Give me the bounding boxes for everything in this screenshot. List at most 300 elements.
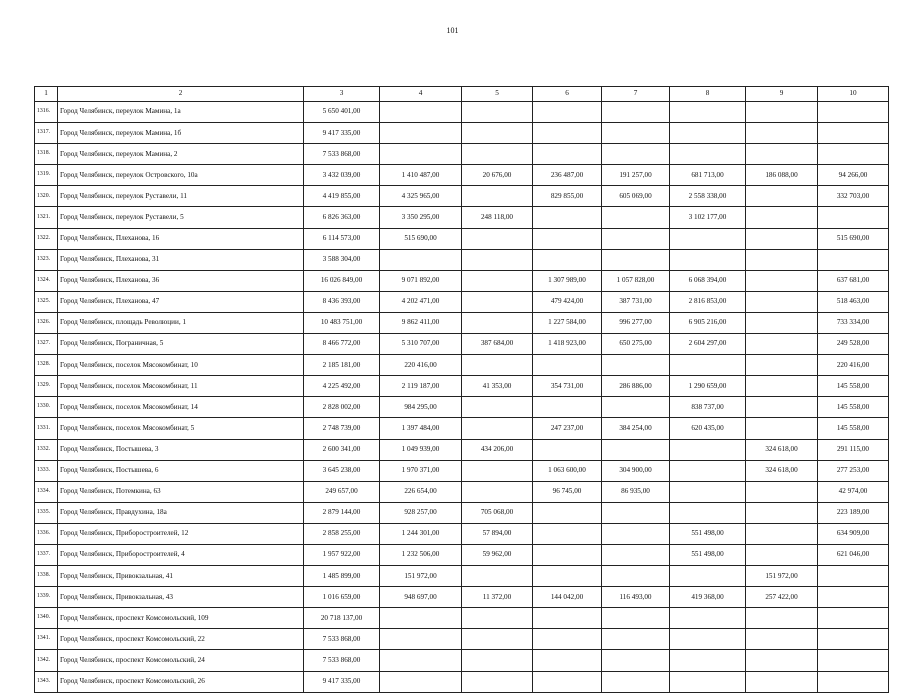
col-7-value-cell — [602, 249, 670, 270]
col-8-value-cell: 3 102 177,00 — [670, 207, 746, 228]
col-10-value-cell: 637 681,00 — [818, 270, 889, 291]
column-header: 5 — [462, 87, 533, 102]
col-7-value-cell — [602, 355, 670, 376]
address-cell: Город Челябинск, переулок Мамина, 1а — [58, 102, 304, 123]
col-6-value-cell: 354 731,00 — [533, 376, 602, 397]
total-cost-cell: 7 533 868,00 — [304, 629, 380, 650]
total-cost-cell: 10 483 751,00 — [304, 312, 380, 333]
col-7-value-cell — [602, 566, 670, 587]
row-number-cell: 1322. — [35, 228, 58, 249]
total-cost-cell: 2 828 002,00 — [304, 397, 380, 418]
col-8-value-cell: 2 816 853,00 — [670, 291, 746, 312]
total-cost-cell: 8 436 393,00 — [304, 291, 380, 312]
col-7-value-cell: 650 275,00 — [602, 334, 670, 355]
total-cost-cell: 2 879 144,00 — [304, 502, 380, 523]
row-number-cell: 1329. — [35, 376, 58, 397]
col-6-value-cell: 247 237,00 — [533, 418, 602, 439]
col-8-value-cell — [670, 481, 746, 502]
address-cell: Город Челябинск, переулок Мамина, 2 — [58, 144, 304, 165]
col-9-value-cell — [746, 207, 818, 228]
col-7-value-cell: 304 900,00 — [602, 460, 670, 481]
col-8-value-cell — [670, 650, 746, 671]
col-5-value-cell: 59 962,00 — [462, 544, 533, 565]
col-9-value-cell — [746, 291, 818, 312]
col-7-value-cell — [602, 102, 670, 123]
total-cost-cell: 3 645 238,00 — [304, 460, 380, 481]
row-number-cell: 1332. — [35, 439, 58, 460]
column-header: 9 — [746, 87, 818, 102]
total-cost-cell: 2 185 181,00 — [304, 355, 380, 376]
row-number-cell: 1318. — [35, 144, 58, 165]
col-7-value-cell — [602, 629, 670, 650]
col-6-value-cell — [533, 355, 602, 376]
column-header: 6 — [533, 87, 602, 102]
col-4-value-cell: 515 690,00 — [380, 228, 462, 249]
table-row — [35, 502, 889, 523]
row-number-cell: 1317. — [35, 123, 58, 144]
table-row — [35, 291, 889, 312]
col-6-value-cell — [533, 608, 602, 629]
col-7-value-cell: 605 069,00 — [602, 186, 670, 207]
table-row — [35, 376, 889, 397]
table-row — [35, 123, 889, 144]
table-row — [35, 186, 889, 207]
col-5-value-cell: 705 068,00 — [462, 502, 533, 523]
col-10-value-cell — [818, 671, 889, 692]
col-8-value-cell: 419 368,00 — [670, 587, 746, 608]
table-row — [35, 270, 889, 291]
col-7-value-cell — [602, 671, 670, 692]
col-8-value-cell — [670, 566, 746, 587]
col-9-value-cell — [746, 418, 818, 439]
address-cell: Город Челябинск, проспект Комсомольский, 22 — [58, 629, 304, 650]
col-6-value-cell — [533, 102, 602, 123]
data-table — [34, 86, 889, 693]
row-number-cell: 1323. — [35, 249, 58, 270]
col-4-value-cell: 9 071 892,00 — [380, 270, 462, 291]
col-9-value-cell: 324 618,00 — [746, 460, 818, 481]
address-cell: Город Челябинск, Потемкина, 63 — [58, 481, 304, 502]
col-9-value-cell — [746, 312, 818, 333]
col-10-value-cell: 94 266,00 — [818, 165, 889, 186]
col-7-value-cell: 191 257,00 — [602, 165, 670, 186]
col-5-value-cell — [462, 144, 533, 165]
col-10-value-cell — [818, 566, 889, 587]
col-8-value-cell — [670, 502, 746, 523]
table-row — [35, 608, 889, 629]
address-cell: Город Челябинск, переулок Руставели, 11 — [58, 186, 304, 207]
col-6-value-cell — [533, 544, 602, 565]
table-row — [35, 671, 889, 692]
col-9-value-cell — [746, 102, 818, 123]
col-8-value-cell: 2 558 338,00 — [670, 186, 746, 207]
col-10-value-cell: 145 558,00 — [818, 418, 889, 439]
col-9-value-cell — [746, 502, 818, 523]
col-4-value-cell — [380, 249, 462, 270]
address-cell: Город Челябинск, переулок Островского, 10а — [58, 165, 304, 186]
total-cost-cell: 9 417 335,00 — [304, 671, 380, 692]
col-7-value-cell — [602, 608, 670, 629]
col-10-value-cell: 515 690,00 — [818, 228, 889, 249]
col-10-value-cell: 332 703,00 — [818, 186, 889, 207]
col-4-value-cell: 948 697,00 — [380, 587, 462, 608]
col-8-value-cell — [670, 608, 746, 629]
table-row — [35, 418, 889, 439]
col-8-value-cell: 2 604 297,00 — [670, 334, 746, 355]
col-4-value-cell: 4 202 471,00 — [380, 291, 462, 312]
col-10-value-cell — [818, 608, 889, 629]
col-4-value-cell: 1 244 301,00 — [380, 523, 462, 544]
row-number-cell: 1320. — [35, 186, 58, 207]
total-cost-cell: 4 225 492,00 — [304, 376, 380, 397]
col-8-value-cell — [670, 355, 746, 376]
col-5-value-cell — [462, 312, 533, 333]
row-number-cell: 1325. — [35, 291, 58, 312]
col-7-value-cell: 384 254,00 — [602, 418, 670, 439]
col-10-value-cell — [818, 650, 889, 671]
col-6-value-cell: 96 745,00 — [533, 481, 602, 502]
col-10-value-cell: 220 416,00 — [818, 355, 889, 376]
col-9-value-cell — [746, 228, 818, 249]
column-header: 7 — [602, 87, 670, 102]
col-10-value-cell — [818, 587, 889, 608]
address-cell: Город Челябинск, Привокзальная, 41 — [58, 566, 304, 587]
col-7-value-cell — [602, 144, 670, 165]
address-cell: Город Челябинск, Постышева, 6 — [58, 460, 304, 481]
col-10-value-cell: 42 974,00 — [818, 481, 889, 502]
table-row — [35, 481, 889, 502]
address-cell: Город Челябинск, переулок Руставели, 5 — [58, 207, 304, 228]
col-6-value-cell — [533, 523, 602, 544]
col-5-value-cell — [462, 228, 533, 249]
row-number-cell: 1334. — [35, 481, 58, 502]
col-8-value-cell: 838 737,00 — [670, 397, 746, 418]
total-cost-cell: 20 718 137,00 — [304, 608, 380, 629]
col-8-value-cell — [670, 460, 746, 481]
col-7-value-cell — [602, 502, 670, 523]
table-row — [35, 523, 889, 544]
col-5-value-cell — [462, 102, 533, 123]
col-5-value-cell — [462, 355, 533, 376]
col-10-value-cell — [818, 629, 889, 650]
table-row — [35, 102, 889, 123]
col-4-value-cell — [380, 671, 462, 692]
col-4-value-cell: 1 970 371,00 — [380, 460, 462, 481]
address-cell: Город Челябинск, Плеханова, 31 — [58, 249, 304, 270]
row-number-cell: 1319. — [35, 165, 58, 186]
col-9-value-cell — [746, 186, 818, 207]
column-header: 4 — [380, 87, 462, 102]
col-9-value-cell — [746, 650, 818, 671]
col-7-value-cell: 286 886,00 — [602, 376, 670, 397]
address-cell: Город Челябинск, переулок Мамина, 1б — [58, 123, 304, 144]
col-9-value-cell — [746, 629, 818, 650]
col-6-value-cell: 1 307 989,00 — [533, 270, 602, 291]
row-number-cell: 1331. — [35, 418, 58, 439]
col-8-value-cell: 551 498,00 — [670, 523, 746, 544]
address-cell: Город Челябинск, Плеханова, 16 — [58, 228, 304, 249]
col-10-value-cell: 634 909,00 — [818, 523, 889, 544]
column-header: 8 — [670, 87, 746, 102]
row-number-cell: 1340. — [35, 608, 58, 629]
total-cost-cell: 249 657,00 — [304, 481, 380, 502]
col-8-value-cell — [670, 671, 746, 692]
col-4-value-cell: 4 325 965,00 — [380, 186, 462, 207]
col-4-value-cell: 928 257,00 — [380, 502, 462, 523]
total-cost-cell: 7 533 868,00 — [304, 650, 380, 671]
col-7-value-cell: 116 493,00 — [602, 587, 670, 608]
address-cell: Город Челябинск, Постышева, 3 — [58, 439, 304, 460]
table-row — [35, 460, 889, 481]
total-cost-cell: 5 650 401,00 — [304, 102, 380, 123]
total-cost-cell: 7 533 868,00 — [304, 144, 380, 165]
table-row — [35, 312, 889, 333]
row-number-cell: 1333. — [35, 460, 58, 481]
col-10-value-cell — [818, 102, 889, 123]
address-cell: Город Челябинск, площадь Революции, 1 — [58, 312, 304, 333]
col-5-value-cell: 20 676,00 — [462, 165, 533, 186]
col-10-value-cell: 145 558,00 — [818, 376, 889, 397]
col-6-value-cell: 1 227 584,00 — [533, 312, 602, 333]
row-number-cell: 1338. — [35, 566, 58, 587]
col-6-value-cell: 829 855,00 — [533, 186, 602, 207]
col-4-value-cell — [380, 629, 462, 650]
col-6-value-cell: 236 487,00 — [533, 165, 602, 186]
col-6-value-cell — [533, 249, 602, 270]
col-4-value-cell — [380, 123, 462, 144]
column-header: 2 — [58, 87, 304, 102]
col-6-value-cell — [533, 123, 602, 144]
row-number-cell: 1341. — [35, 629, 58, 650]
total-cost-cell: 8 466 772,00 — [304, 334, 380, 355]
address-cell: Город Челябинск, Приборостроителей, 4 — [58, 544, 304, 565]
total-cost-cell: 1 016 659,00 — [304, 587, 380, 608]
col-6-value-cell — [533, 144, 602, 165]
total-cost-cell: 1 957 922,00 — [304, 544, 380, 565]
address-cell: Город Челябинск, Пограничная, 5 — [58, 334, 304, 355]
table-row — [35, 544, 889, 565]
col-10-value-cell: 518 463,00 — [818, 291, 889, 312]
col-6-value-cell: 1 063 600,00 — [533, 460, 602, 481]
col-4-value-cell: 1 410 487,00 — [380, 165, 462, 186]
col-8-value-cell: 681 713,00 — [670, 165, 746, 186]
col-6-value-cell — [533, 671, 602, 692]
total-cost-cell: 1 485 899,00 — [304, 566, 380, 587]
col-4-value-cell: 2 119 187,00 — [380, 376, 462, 397]
column-header: 10 — [818, 87, 889, 102]
table-row — [35, 650, 889, 671]
col-9-value-cell — [746, 481, 818, 502]
col-4-value-cell: 226 654,00 — [380, 481, 462, 502]
col-6-value-cell — [533, 397, 602, 418]
total-cost-cell: 6 826 363,00 — [304, 207, 380, 228]
col-8-value-cell — [670, 629, 746, 650]
address-cell: Город Челябинск, поселок Мясокомбинат, 10 — [58, 355, 304, 376]
col-9-value-cell — [746, 671, 818, 692]
col-7-value-cell: 996 277,00 — [602, 312, 670, 333]
col-9-value-cell — [746, 123, 818, 144]
col-5-value-cell: 41 353,00 — [462, 376, 533, 397]
row-number-cell: 1330. — [35, 397, 58, 418]
col-4-value-cell — [380, 608, 462, 629]
col-10-value-cell: 249 528,00 — [818, 334, 889, 355]
col-5-value-cell: 387 684,00 — [462, 334, 533, 355]
col-6-value-cell — [533, 650, 602, 671]
address-cell: Город Челябинск, проспект Комсомольский, 109 — [58, 608, 304, 629]
col-6-value-cell — [533, 439, 602, 460]
col-4-value-cell — [380, 650, 462, 671]
col-8-value-cell — [670, 249, 746, 270]
address-cell: Город Челябинск, Привокзальная, 43 — [58, 587, 304, 608]
row-number-cell: 1327. — [35, 334, 58, 355]
address-cell: Город Челябинск, поселок Мясокомбинат, 14 — [58, 397, 304, 418]
col-5-value-cell — [462, 249, 533, 270]
col-5-value-cell — [462, 291, 533, 312]
total-cost-cell: 3 432 039,00 — [304, 165, 380, 186]
col-6-value-cell — [533, 207, 602, 228]
col-7-value-cell: 1 057 828,00 — [602, 270, 670, 291]
col-7-value-cell — [602, 523, 670, 544]
col-6-value-cell: 144 042,00 — [533, 587, 602, 608]
row-number-cell: 1316. — [35, 102, 58, 123]
col-9-value-cell — [746, 355, 818, 376]
row-number-cell: 1337. — [35, 544, 58, 565]
col-4-value-cell: 5 310 707,00 — [380, 334, 462, 355]
col-10-value-cell — [818, 207, 889, 228]
col-5-value-cell — [462, 460, 533, 481]
table-row — [35, 249, 889, 270]
col-9-value-cell: 186 088,00 — [746, 165, 818, 186]
col-9-value-cell — [746, 249, 818, 270]
table-row — [35, 587, 889, 608]
col-5-value-cell — [462, 397, 533, 418]
col-7-value-cell — [602, 650, 670, 671]
col-10-value-cell — [818, 144, 889, 165]
col-8-value-cell: 6 068 394,00 — [670, 270, 746, 291]
address-cell: Город Челябинск, поселок Мясокомбинат, 11 — [58, 376, 304, 397]
col-7-value-cell — [602, 397, 670, 418]
col-8-value-cell — [670, 102, 746, 123]
col-9-value-cell — [746, 523, 818, 544]
table-row — [35, 355, 889, 376]
table-row — [35, 629, 889, 650]
col-5-value-cell — [462, 418, 533, 439]
col-5-value-cell: 434 206,00 — [462, 439, 533, 460]
total-cost-cell: 2 748 739,00 — [304, 418, 380, 439]
row-number-cell: 1328. — [35, 355, 58, 376]
col-4-value-cell: 9 862 411,00 — [380, 312, 462, 333]
col-7-value-cell — [602, 207, 670, 228]
col-6-value-cell — [533, 629, 602, 650]
col-10-value-cell — [818, 123, 889, 144]
page-number: 101 — [446, 26, 459, 35]
col-5-value-cell — [462, 186, 533, 207]
total-cost-cell: 16 026 849,00 — [304, 270, 380, 291]
col-7-value-cell: 86 935,00 — [602, 481, 670, 502]
col-5-value-cell — [462, 650, 533, 671]
row-number-cell: 1321. — [35, 207, 58, 228]
row-number-cell: 1342. — [35, 650, 58, 671]
col-8-value-cell — [670, 228, 746, 249]
col-4-value-cell: 1 397 484,00 — [380, 418, 462, 439]
col-10-value-cell: 621 046,00 — [818, 544, 889, 565]
col-5-value-cell — [462, 270, 533, 291]
col-10-value-cell — [818, 249, 889, 270]
col-9-value-cell — [746, 376, 818, 397]
table-row — [35, 566, 889, 587]
total-cost-cell: 4 419 855,00 — [304, 186, 380, 207]
col-10-value-cell: 733 334,00 — [818, 312, 889, 333]
col-10-value-cell: 223 189,00 — [818, 502, 889, 523]
total-cost-cell: 2 858 255,00 — [304, 523, 380, 544]
col-4-value-cell: 984 295,00 — [380, 397, 462, 418]
total-cost-cell: 2 600 341,00 — [304, 439, 380, 460]
col-7-value-cell — [602, 123, 670, 144]
col-9-value-cell: 324 618,00 — [746, 439, 818, 460]
row-number-cell: 1343. — [35, 671, 58, 692]
col-9-value-cell — [746, 544, 818, 565]
table-row — [35, 228, 889, 249]
col-8-value-cell: 6 905 216,00 — [670, 312, 746, 333]
address-cell: Город Челябинск, проспект Комсомольский, 26 — [58, 671, 304, 692]
total-cost-cell: 6 114 573,00 — [304, 228, 380, 249]
col-4-value-cell: 220 416,00 — [380, 355, 462, 376]
col-9-value-cell — [746, 144, 818, 165]
address-cell: Город Челябинск, Плеханова, 36 — [58, 270, 304, 291]
col-6-value-cell: 1 418 923,00 — [533, 334, 602, 355]
total-cost-cell: 3 588 304,00 — [304, 249, 380, 270]
table-row — [35, 439, 889, 460]
col-5-value-cell: 11 372,00 — [462, 587, 533, 608]
col-9-value-cell — [746, 334, 818, 355]
col-5-value-cell — [462, 608, 533, 629]
col-5-value-cell — [462, 123, 533, 144]
table-row — [35, 397, 889, 418]
row-number-cell: 1324. — [35, 270, 58, 291]
col-7-value-cell: 387 731,00 — [602, 291, 670, 312]
table-row — [35, 334, 889, 355]
row-number-cell: 1326. — [35, 312, 58, 333]
col-5-value-cell — [462, 566, 533, 587]
col-8-value-cell — [670, 144, 746, 165]
row-number-cell: 1339. — [35, 587, 58, 608]
table-row — [35, 165, 889, 186]
col-6-value-cell — [533, 566, 602, 587]
col-7-value-cell — [602, 439, 670, 460]
col-5-value-cell: 57 894,00 — [462, 523, 533, 544]
address-cell: Город Челябинск, поселок Мясокомбинат, 5 — [58, 418, 304, 439]
col-7-value-cell — [602, 544, 670, 565]
table-row — [35, 144, 889, 165]
address-cell: Город Челябинск, Приборостроителей, 12 — [58, 523, 304, 544]
col-5-value-cell — [462, 629, 533, 650]
col-8-value-cell: 551 498,00 — [670, 544, 746, 565]
address-cell: Город Челябинск, проспект Комсомольский, 24 — [58, 650, 304, 671]
address-cell: Город Челябинск, Правдухина, 18а — [58, 502, 304, 523]
col-9-value-cell: 257 422,00 — [746, 587, 818, 608]
col-6-value-cell: 479 424,00 — [533, 291, 602, 312]
col-7-value-cell — [602, 228, 670, 249]
col-10-value-cell: 145 558,00 — [818, 397, 889, 418]
col-9-value-cell — [746, 270, 818, 291]
col-5-value-cell — [462, 671, 533, 692]
col-4-value-cell — [380, 144, 462, 165]
col-9-value-cell — [746, 608, 818, 629]
col-6-value-cell — [533, 228, 602, 249]
col-8-value-cell: 620 435,00 — [670, 418, 746, 439]
total-cost-cell: 9 417 335,00 — [304, 123, 380, 144]
col-10-value-cell: 277 253,00 — [818, 460, 889, 481]
